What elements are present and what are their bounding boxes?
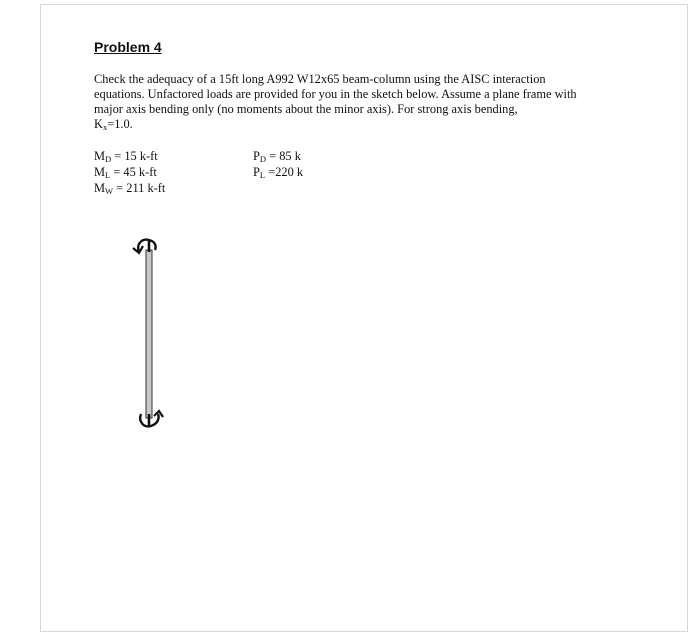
load-subscript: L (259, 170, 266, 180)
load-subscript: W (105, 186, 114, 196)
moment-dead (94, 148, 165, 164)
load-symbol: M (94, 181, 106, 195)
axial-live (253, 164, 303, 180)
load-symbol: P (253, 165, 260, 179)
beam-column-sketch (120, 228, 180, 443)
k-value: =1.0. (107, 117, 133, 131)
load-subscript: L (105, 170, 111, 180)
load-subscript: D (105, 154, 112, 164)
moment-wind (94, 180, 165, 196)
load-value: = 15 k-ft (111, 149, 158, 163)
problem-title: Problem 4 (94, 39, 162, 55)
statement-text: Check the adequacy of a 15ft long A992 W12x65 beam-column using the AISC interaction equations. Unfactored loads are provided for you in the sketch below. Assume a plane frame with major axis bending only (no moments about the minor axis). For strong axis bending, (94, 72, 577, 116)
load-symbol: P (253, 149, 260, 163)
axial-dead (253, 148, 303, 164)
load-value: = 211 k-ft (113, 181, 166, 195)
moment-live (94, 164, 165, 180)
moment-loads (94, 148, 165, 196)
load-subscript: D (259, 154, 267, 164)
column-member (146, 250, 152, 418)
k-subscript: x (102, 122, 108, 132)
axial-loads (253, 148, 303, 180)
load-symbol: M (94, 165, 106, 179)
k-symbol: K (94, 117, 103, 131)
problem-statement (94, 72, 594, 132)
load-value: = 85 k (266, 149, 301, 163)
load-value: =220 k (265, 165, 304, 179)
load-symbol: M (94, 149, 106, 163)
load-value: = 45 k-ft (110, 165, 157, 179)
